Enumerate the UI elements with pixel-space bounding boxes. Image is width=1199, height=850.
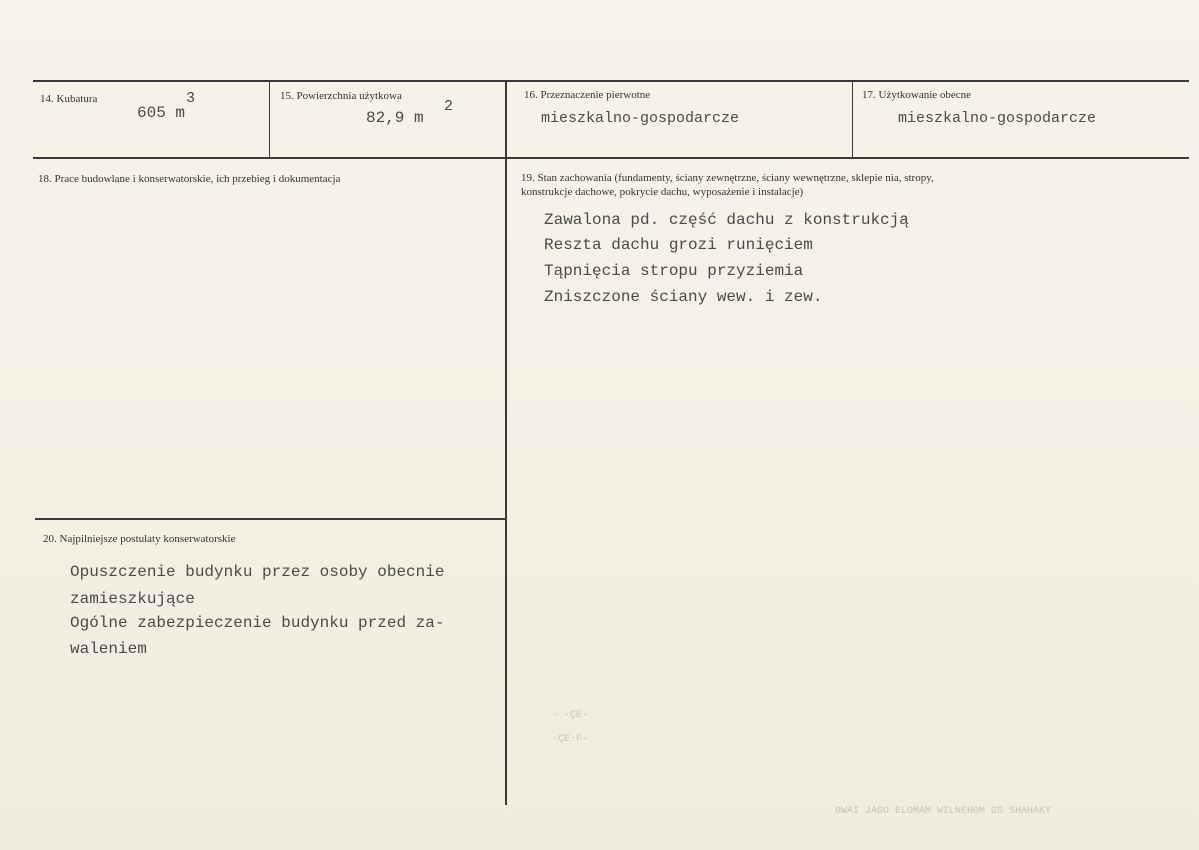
field-14-superscript: 3 — [186, 90, 196, 107]
top-border-line — [33, 80, 1189, 82]
field-16-label: 16. Przeznaczenie pierwotne — [524, 89, 651, 101]
field-16-value: mieszkalno-gospodarcze — [541, 110, 740, 127]
field-14-value: 605 m — [137, 104, 186, 122]
field-19-line: Tąpnięcia stropu przyziemia — [544, 262, 804, 280]
row1-bottom-line — [33, 157, 1189, 159]
bleed-through-mark: · ·ÇE· — [552, 710, 589, 721]
col-divider-17 — [852, 81, 853, 158]
col-divider-15 — [269, 81, 270, 158]
field-19-line: Zawalona pd. część dachu z konstrukcją — [544, 211, 909, 229]
field-20-line: zamieszkujące — [70, 590, 195, 608]
field-20-line: Ogólne zabezpieczenie budynku przed za- — [70, 614, 445, 632]
field-17-value: mieszkalno-gospodarcze — [898, 110, 1097, 127]
bleed-through-mark: ·ÇE·F· — [552, 734, 589, 745]
field-19-line: Reszta dachu grozi runięciem — [544, 236, 813, 254]
field-17-label: 17. Użytkowanie obecne — [862, 89, 972, 101]
field-15-label: 15. Powierzchnia użytkowa — [280, 90, 402, 102]
field-15-value: 82,9 m — [366, 109, 424, 127]
field-19-line: Zniszczone ściany wew. i zew. — [544, 288, 823, 306]
field-19-label-line2: konstrukcje dachowe, pokrycie dachu, wyposażenie i instalacje) — [521, 186, 804, 198]
field-20-label: 20. Najpilniejsze postulaty konserwatorskie — [43, 533, 236, 545]
col-divider-16 — [505, 81, 507, 805]
field-14-label: 14. Kubatura — [40, 93, 98, 105]
field-20-line: Opuszczenie budynku przez osoby obecnie — [70, 563, 445, 581]
field-19-label-line1: 19. Stan zachowania (fundamenty, ściany zewnętrzne, ściany wewnętrzne, sklepie nia, stropy, — [521, 172, 934, 184]
field-18-label: 18. Prace budowlane i konserwatorskie, ich przebieg i dokumentacja — [38, 173, 341, 185]
row-divider-18-20 — [35, 518, 505, 520]
bleed-through-text: 0WAI JAGO ELOMAM WILNEHOM GS SHAHAKY — [835, 806, 1052, 817]
field-15-superscript: 2 — [444, 98, 454, 115]
field-20-line: waleniem — [70, 640, 147, 658]
